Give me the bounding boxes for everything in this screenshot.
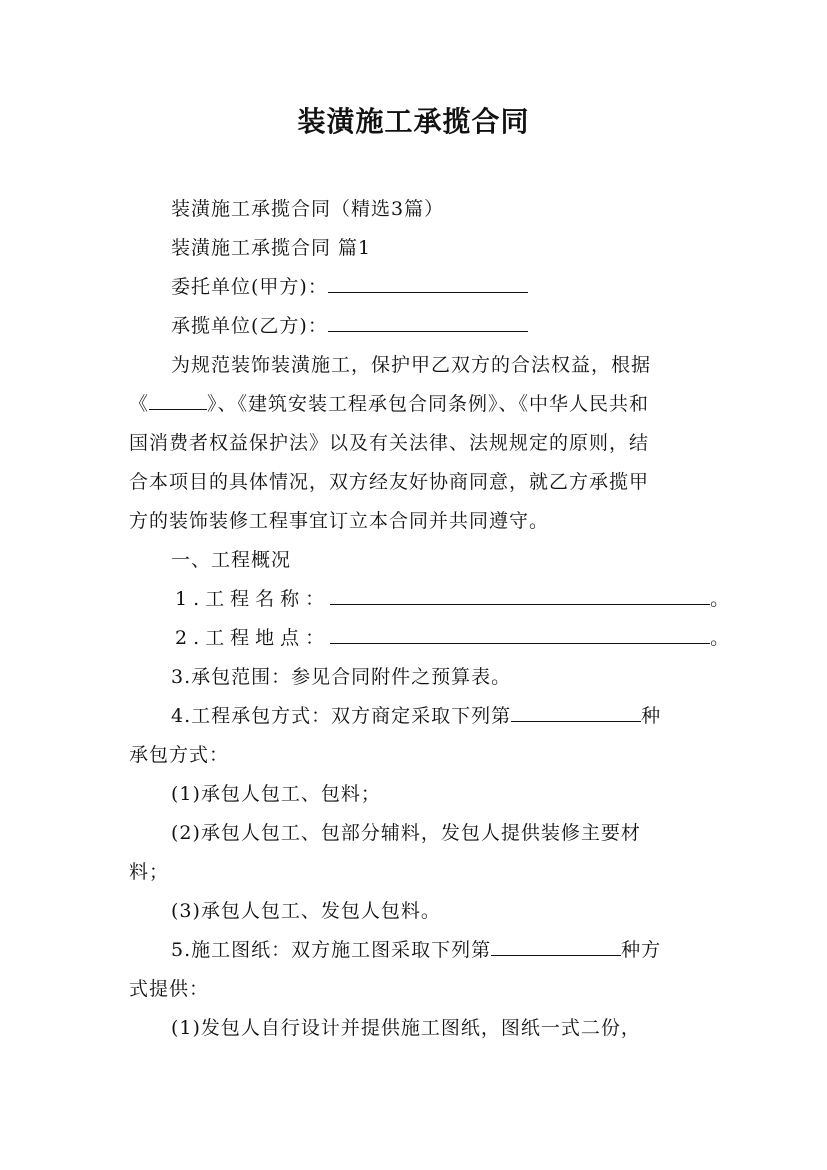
item-3: 3.承包范围：参见合同附件之预算表。 [171,666,512,688]
contract-method-blank [511,701,641,722]
project-name-blank [330,584,710,605]
intro-line-3: 国消费者权益保护法》以及有关法律、法规规定的原则，结 [129,432,650,454]
intro-line-2-prefix: 《 [129,393,150,415]
subtitle: 装潢施工承揽合同（精选3篇） [171,198,445,220]
item-5-line [129,931,704,970]
intro-line-2-suffix: 》、《建筑安装工程承包合同条例》、《中华人民共和 [207,393,650,415]
item-4-option-1: (1)承包人包工、包料； [171,783,381,805]
project-location-blank [330,623,710,644]
item-4-cont: 承包方式： [129,744,230,766]
item-4-suffix: 种 [641,705,662,727]
document-title: 装潢施工承揽合同 [297,105,530,138]
intro-line-2 [129,385,704,424]
item-4-option-2-cont: 料； [129,861,170,883]
item-2-label: 2.工程地点： [175,627,331,649]
intro-line-1: 为规范装饰装潢施工，保护甲乙双方的合法权益，根据 [171,354,652,376]
drawing-method-blank [491,935,621,956]
item-5-option-1: (1)发包人自行设计并提供施工图纸，图纸一式二份， [171,1017,641,1039]
item-5-suffix: 种方 [621,939,662,961]
section-heading: 装潢施工承揽合同 篇1 [171,237,372,259]
item-5-cont: 式提供： [129,978,210,1000]
item-5-prefix: 5.施工图纸：双方施工图采取下列第 [171,939,492,961]
party-b-label: 承揽单位(乙方)： [171,315,328,337]
item-1-line [129,580,731,619]
intro-line-5: 方的装饰装修工程事宜订立本合同并共同遵守。 [129,510,550,532]
item-4-line [129,697,704,736]
party-a-blank [328,272,528,293]
party-b-blank [328,311,528,332]
item-1-label: 1.工程名称： [175,588,331,610]
chapter-1-heading: 一、工程概况 [171,549,292,571]
item-4-prefix: 4.工程承包方式：双方商定采取下列第 [171,705,512,727]
item-4-option-2: (2)承包人包工、包部分辅料，发包人提供装修主要材 [171,822,641,844]
regulation-blank [149,389,207,410]
item-2-line [129,619,731,658]
item-2-end: 。 [710,627,731,649]
document-body [129,190,731,1048]
party-a-line [129,268,704,307]
intro-line-4: 合本项目的具体情况，双方经友好协商同意，就乙方承揽甲 [129,471,650,493]
item-1-end: 。 [710,588,731,610]
party-a-label: 委托单位(甲方)： [171,276,328,298]
item-4-option-3: (3)承包人包工、发包人包料。 [171,900,441,922]
party-b-line [129,307,704,346]
